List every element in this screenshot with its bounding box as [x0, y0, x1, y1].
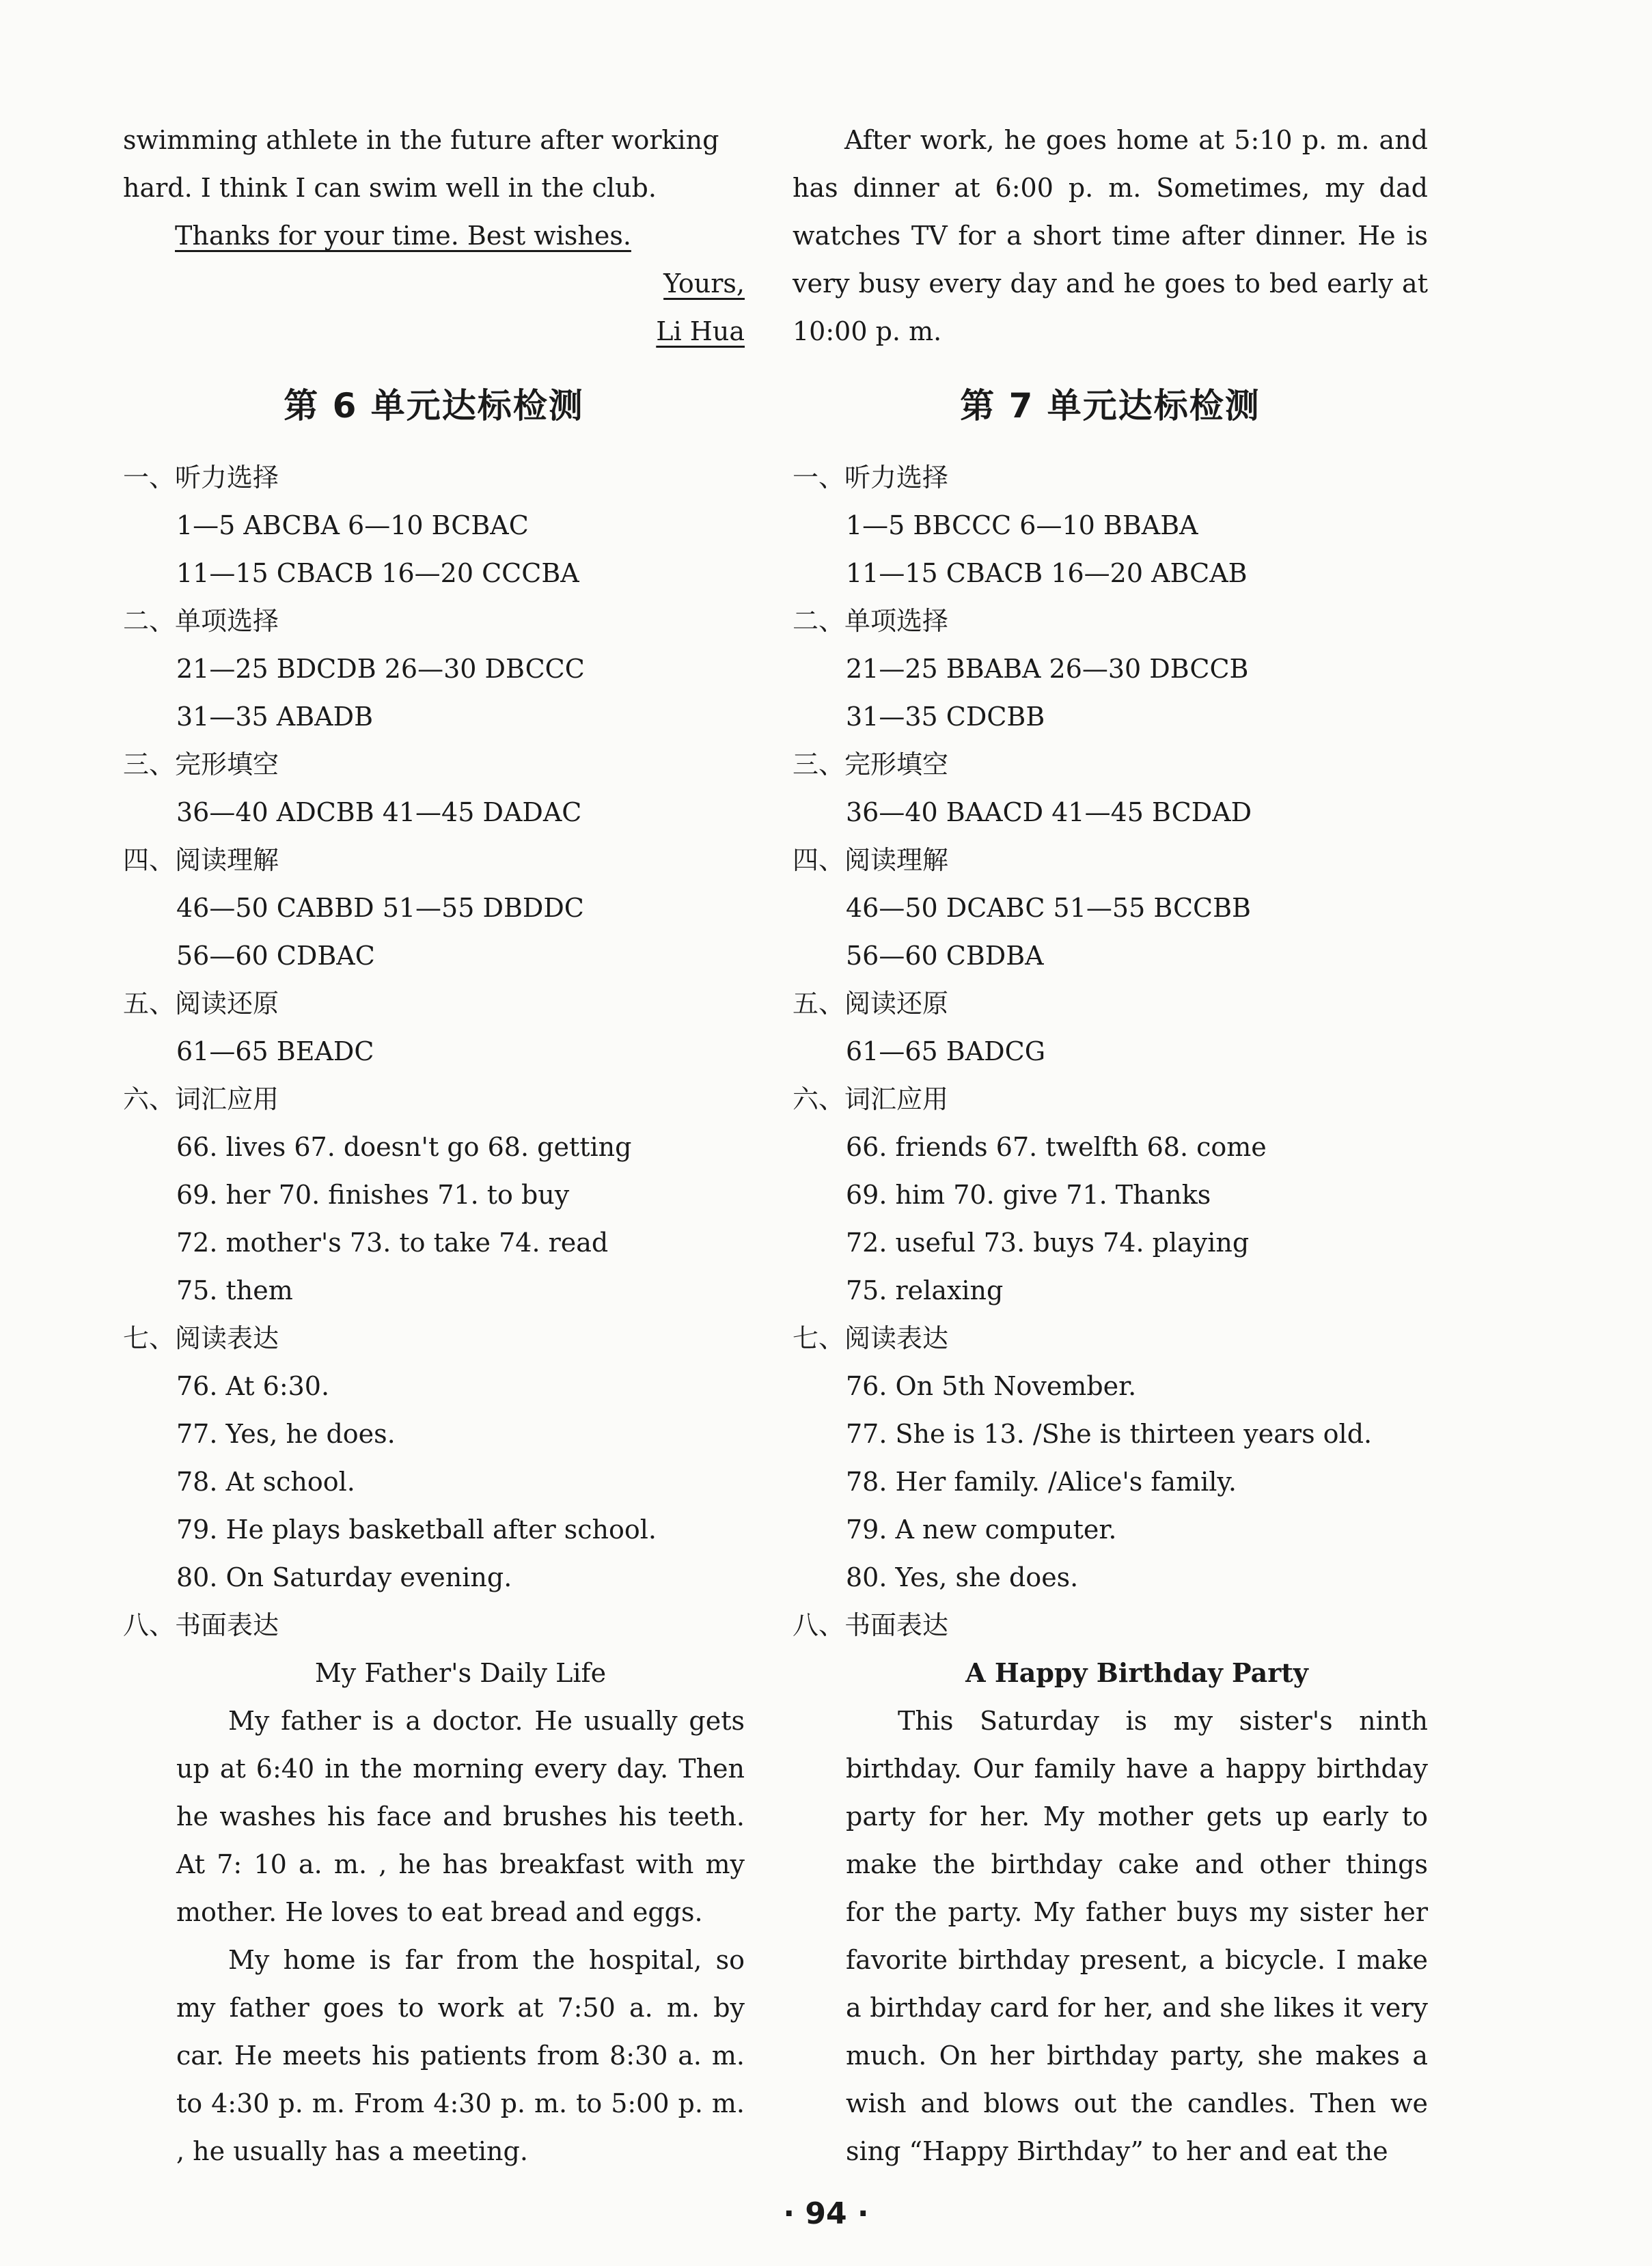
section-label: 七、阅读表达	[123, 1323, 279, 1353]
unit6-section-4	[123, 836, 745, 980]
unit7-section-6	[793, 1075, 1428, 1314]
section-label: 八、书面表达	[793, 1610, 949, 1640]
answer-line: 66. friends 67. twelfth 68. come	[846, 1132, 1267, 1162]
essay	[123, 1649, 745, 2175]
unit7-section-7	[793, 1314, 1428, 1601]
page-number: · 94 ·	[783, 2196, 869, 2231]
right-column	[793, 116, 1428, 2175]
section-label: 三、完形填空	[793, 749, 949, 779]
unit6-section-6	[123, 1075, 745, 1314]
section-label: 二、单项选择	[123, 606, 279, 636]
answer-line: 80. On Saturday evening.	[176, 1562, 512, 1592]
answer-line: 69. her 70. finishes 71. to buy	[176, 1180, 570, 1210]
section-label: 一、听力选择	[793, 462, 949, 493]
section-label: 八、书面表达	[123, 1610, 279, 1640]
essay-paragraph: My home is far from the hospital, so my father goes to work at 7:50 a. m. by car. He meets his patients from 8:30 a. m. to 4:30 p. m. From 4:30 p. m. to 5:00 p. m. , he usually has a meeting.	[176, 1945, 745, 2166]
section-label: 七、阅读表达	[793, 1323, 949, 1353]
answer-line: 61—65 BEADC	[176, 1036, 374, 1066]
intro-paragraph: After work, he goes home at 5:10 p. m. and has dinner at 6:00 p. m. Sometimes, my dad watches TV for a short time after dinner. He is very busy every day and he goes to bed early at 10:00 p. m.	[793, 125, 1428, 346]
answer-line: 1—5 ABCBA 6—10 BCBAC	[176, 510, 529, 540]
essay-title: My Father's Daily Life	[314, 1658, 607, 1688]
answer-line: 78. Her family. /Alice's family.	[846, 1467, 1237, 1497]
answer-line: 75. them	[176, 1275, 293, 1305]
unit7-title: 第 7 单元达标检测	[960, 386, 1261, 426]
unit6-section-5	[123, 980, 745, 1075]
answer-line: 11—15 CBACB 16—20 CCCBA	[176, 558, 579, 588]
answer-line: 56—60 CBDBA	[846, 941, 1044, 971]
unit7-section-3	[793, 741, 1428, 836]
answer-line: 46—50 DCABC 51—55 BCCBB	[846, 893, 1251, 923]
unit6-title: 第 6 单元达标检测	[284, 386, 584, 426]
answer-line: 56—60 CDBAC	[176, 941, 375, 971]
answer-line: 61—65 BADCG	[846, 1036, 1046, 1066]
answer-line: 21—25 BBABA 26—30 DBCCB	[846, 654, 1249, 684]
unit7-section-2	[793, 597, 1428, 741]
section-label: 六、词汇应用	[793, 1084, 949, 1114]
answer-line: 21—25 BDCDB 26—30 DBCCC	[176, 654, 585, 684]
section-label: 四、阅读理解	[123, 845, 279, 875]
essay	[793, 1649, 1428, 2175]
answer-line: 31—35 ABADB	[176, 702, 373, 732]
unit7-section-4	[793, 836, 1428, 980]
letter-yours: Yours,	[663, 268, 745, 299]
answer-line: 79. He plays basketball after school.	[176, 1515, 657, 1545]
answer-line: 77. She is 13. /She is thirteen years old.	[846, 1419, 1373, 1449]
answer-line: 76. On 5th November.	[846, 1371, 1137, 1401]
section-label: 五、阅读还原	[793, 989, 949, 1019]
answer-line: 1—5 BBCCC 6—10 BBABA	[846, 510, 1198, 540]
thanks-text: Thanks for your time. Best wishes.	[175, 221, 631, 251]
answer-line: 31—35 CDCBB	[846, 702, 1045, 732]
answer-line: 78. At school.	[176, 1467, 355, 1497]
letter-signature: Li Hua	[656, 316, 745, 346]
essay-title: A Happy Birthday Party	[965, 1657, 1308, 1688]
answer-line: 66. lives 67. doesn't go 68. getting	[176, 1132, 632, 1162]
unit6-section-8	[123, 1601, 745, 2175]
unit6-section-3	[123, 741, 745, 836]
unit6-section-7	[123, 1314, 745, 1601]
answer-line: 36—40 ADCBB 41—45 DADAC	[176, 797, 582, 827]
left-column	[123, 116, 745, 2175]
section-label: 四、阅读理解	[793, 845, 949, 875]
unit7-section-1	[793, 454, 1428, 597]
essay-paragraph: This Saturday is my sister's ninth birthday. Our family have a happy birthday party for her. My mother gets up early to make the birthday cake and other things for the party. My father buys my sister her favorite birthday present, a bicycle. I make a birthday card for her, and she likes it very much. On her birthday party, she makes a wish and blows out the candles. Then we sing “Happy Birthday” to her and eat the	[846, 1706, 1428, 2166]
intro-line: hard. I think I can swim well in the club.	[123, 173, 657, 203]
answer-line: 11—15 CBACB 16—20 ABCAB	[846, 558, 1248, 588]
unit7-section-8	[793, 1601, 1428, 2175]
section-label: 六、词汇应用	[123, 1084, 279, 1114]
essay-paragraph: My father is a doctor. He usually gets up at 6:40 in the morning every day. Then he washes his face and brushes his teeth. At 7: 10 a. m. , he has breakfast with my mother. He loves to eat bread and eggs.	[176, 1706, 745, 1927]
answer-line: 69. him 70. give 71. Thanks	[846, 1180, 1211, 1210]
answer-line: 72. mother's 73. to take 74. read	[176, 1228, 609, 1258]
unit6-section-1	[123, 454, 745, 597]
answer-line: 77. Yes, he does.	[176, 1419, 396, 1449]
answer-line: 72. useful 73. buys 74. playing	[846, 1228, 1250, 1258]
section-label: 五、阅读还原	[123, 989, 279, 1019]
unit7-section-5	[793, 980, 1428, 1075]
unit6-section-2	[123, 597, 745, 741]
section-label: 二、单项选择	[793, 606, 949, 636]
answer-line: 79. A new computer.	[846, 1515, 1117, 1545]
answer-line: 76. At 6:30.	[176, 1371, 330, 1401]
answer-line: 75. relaxing	[846, 1275, 1004, 1305]
letter-closing	[123, 212, 745, 260]
answer-line: 46—50 CABBD 51—55 DBDDC	[176, 893, 584, 923]
section-label: 三、完形填空	[123, 749, 279, 779]
answer-line: 80. Yes, she does.	[846, 1562, 1079, 1592]
intro-line: swimming athlete in the future after working	[123, 125, 719, 155]
answer-line: 36—40 BAACD 41—45 BCDAD	[846, 797, 1252, 827]
section-label: 一、听力选择	[123, 462, 279, 493]
